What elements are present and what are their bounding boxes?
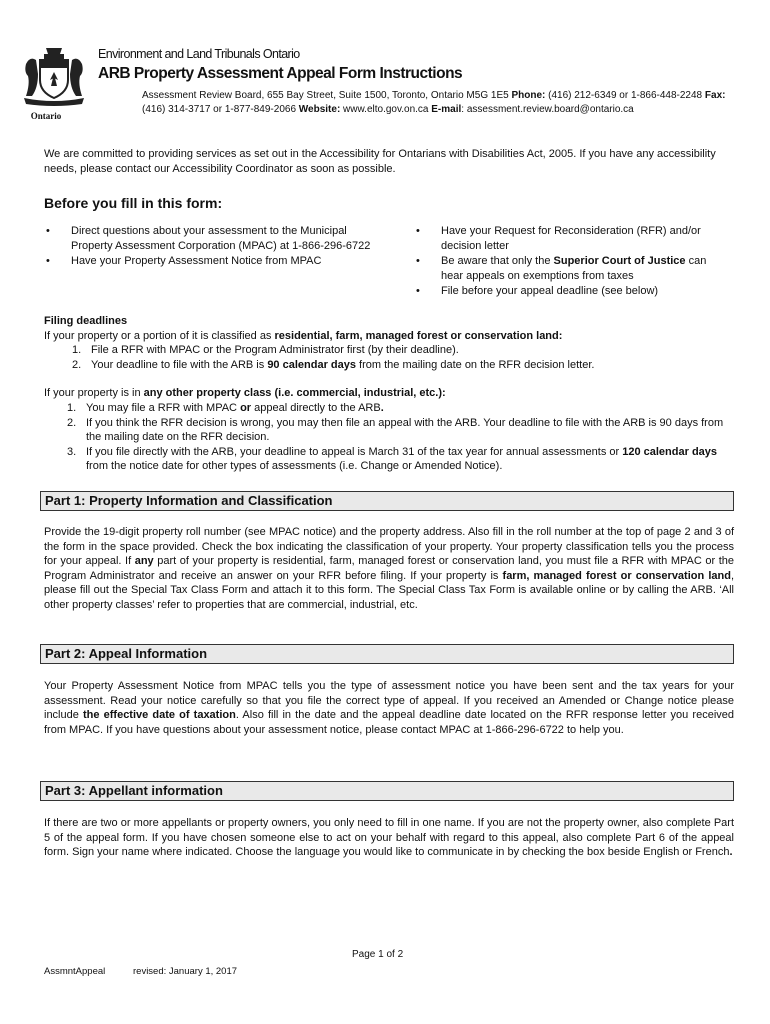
list-item-bold: or — [240, 401, 252, 414]
page-number: Page 1 of 2 — [352, 949, 404, 960]
part1-text-a: Provide the 19-digit property roll number (see MPAC notice) and the property address. Also fill in the roll number at the top of page 2 and 3 of the form in the space provided. Check the box indicating the classification of your property. Your property classification tells you the process for your appeal. If — [44, 526, 734, 568]
list-item — [41, 445, 734, 474]
part2-heading: Part 2: Appeal Information — [40, 644, 734, 664]
part3-bold: . — [729, 846, 733, 859]
deadline-intro-1 — [44, 329, 734, 344]
deadline-list-2 — [41, 401, 734, 474]
part1-text-c: , please fill out the Special Tax Class Form and attach it to this form. The Special Class Tax Form is available online or by calling the ARB. ‘All other property classes’ refer to properties that are commercial, industrial, etc. — [44, 569, 734, 611]
part1-text-b: part of your property is residential, farm, managed forest or conservation land, you must file a RFR with MPAC or the Program Administrator and receive an answer on your RFR before filing. If your property is — [44, 555, 734, 582]
list-item-bold: 120 calendar days — [622, 445, 718, 458]
list-item-text: from the mailing date on the RFR decision letter. — [355, 358, 595, 371]
part2-text — [44, 679, 734, 737]
list-item-text: Be aware that only the — [441, 255, 554, 267]
list-item — [46, 358, 734, 373]
part1-text — [44, 525, 734, 613]
list-item — [46, 343, 734, 358]
part1-bold-b: farm, managed forest or conservation land — [502, 569, 731, 582]
list-item: • Have your Request for Reconsideration (RFR) and/or decision letter — [414, 224, 711, 254]
part3-text — [44, 816, 734, 860]
list-item — [41, 416, 734, 445]
superior-court-text: Superior Court of Justice — [553, 255, 686, 267]
list-item-bold: 90 calendar days — [267, 358, 356, 371]
website-label: Website: — [298, 104, 341, 115]
revision-date: revised: January 1, 2017 — [133, 966, 238, 977]
fax-label: Fax: — [704, 90, 726, 101]
accessibility-notice: We are committed to providing services as set out in the Accessibility for Ontarians with Disabilities Act, 2005. If you have any accessibility needs, please contact our Accessibility Coordinator as soon as possible. — [44, 148, 716, 175]
list-item-text: Your deadline to file with the ARB is — [91, 358, 268, 371]
filing-deadlines-section — [44, 314, 734, 474]
list-item-text: You may file a RFR with MPAC — [86, 401, 241, 414]
list-item-bold: . — [380, 401, 384, 414]
board-address: Assessment Review Board, 655 Bay Street, Suite 1500, Toronto, Ontario M5G 1E5 — [142, 90, 512, 101]
logo-wordmark: Ontario — [30, 111, 62, 121]
deadline-text: If your property or a portion of it is classified as — [44, 329, 275, 342]
deadline-text: If your property is in — [44, 387, 144, 400]
website-link[interactable]: www.elto.gov.on.ca — [340, 104, 432, 115]
phone-number: (416) 212-6349 or 1-866-448-2248 — [545, 90, 705, 101]
part2-text-a: Your Property Assessment Notice from MPAC tells you the type of assessment notice you have been sent and the tax years for your assessment. Read your notice carefully so that you file the correct type of appeal. If you received an Amended or Change notice please include — [44, 680, 734, 722]
part1-heading: Part 1: Property Information and Classification — [40, 491, 734, 511]
before-heading: Before you fill in this form: — [44, 195, 223, 211]
coat-of-arms-icon — [20, 44, 88, 108]
list-number: 1. — [72, 344, 82, 357]
list-number: 3. — [67, 445, 77, 458]
phone-label: Phone: — [511, 90, 546, 101]
list-item-text: appeal directly to the ARB — [251, 401, 381, 414]
deadline-class-text: residential, farm, managed forest or conservation land: — [274, 329, 563, 342]
part1-bold-a: any — [134, 555, 154, 568]
list-item — [41, 401, 734, 416]
before-left-list — [44, 224, 374, 269]
list-item: • Direct questions about your assessment to the Municipal Property Assessment Corporation (MPAC) at 1-866-296-6722 — [44, 224, 371, 254]
list-item-text: If you file directly with the ARB, your deadline to appeal is March 31 of the tax year for annual assessments or — [86, 445, 623, 458]
filing-deadlines-heading: Filing deadlines — [44, 315, 128, 327]
list-item-text: File a RFR with MPAC or the Program Administrator first (by their deadline). — [91, 344, 459, 357]
part2-bold: the effective date of taxation — [83, 709, 236, 722]
part3-heading: Part 3: Appellant information — [40, 781, 734, 801]
deadline-class-text: any other property class (i.e. commercial, industrial, etc.): — [143, 387, 446, 400]
list-number: 2. — [72, 358, 82, 371]
email-label: E-mail — [431, 104, 462, 115]
ontario-logo — [20, 44, 88, 120]
list-item: • Have your Property Assessment Notice from MPAC — [44, 254, 374, 269]
page-title: ARB Property Assessment Appeal Form Instructions — [98, 65, 463, 82]
list-item-text: If you think the RFR decision is wrong, you may then file an appeal with the ARB. Your deadline to file with the ARB is 90 days from the mailing date on the RFR decision. — [86, 416, 724, 444]
list-item-text: from the notice date for other types of assessments (i.e. Change or Amended Notice). — [86, 460, 503, 473]
deadline-intro-2 — [44, 386, 734, 401]
before-right-list — [414, 224, 724, 299]
fax-number: (416) 314-3717 or 1-877-849-2066 — [142, 104, 299, 115]
email-link[interactable]: : assessment.review.board@ontario.ca — [461, 104, 634, 115]
list-number: 1. — [67, 401, 77, 414]
part3-text-a: If there are two or more appellants or property owners, you only need to fill in one name. If you are not the property owner, also complete Part 5 of the appeal form. If you have chosen someone else to act on your behalf with regard to this appeal, also complete Part 6 of the appeal form. Sign your name where indicated. Choose the language you would like to communicate in by checking the box beside English or French — [44, 817, 734, 859]
contact-info — [142, 89, 727, 117]
list-number: 2. — [67, 416, 77, 429]
list-item: • File before your appeal deadline (see below) — [414, 284, 724, 299]
list-item — [414, 254, 711, 284]
part2-text-b: . Also fill in the date and the appeal deadline date located on the RFR response letter you received from MPAC. If you have questions about your assessment notice, please contact MPAC at 1-866-296-6722 to help you. — [44, 709, 735, 736]
deadline-list-1 — [46, 343, 734, 372]
agency-name: Environment and Land Tribunals Ontario — [98, 47, 300, 61]
form-id: AssmntAppeal — [44, 966, 106, 977]
list-item-text: can hear appeals on exemptions from taxes — [441, 255, 707, 282]
